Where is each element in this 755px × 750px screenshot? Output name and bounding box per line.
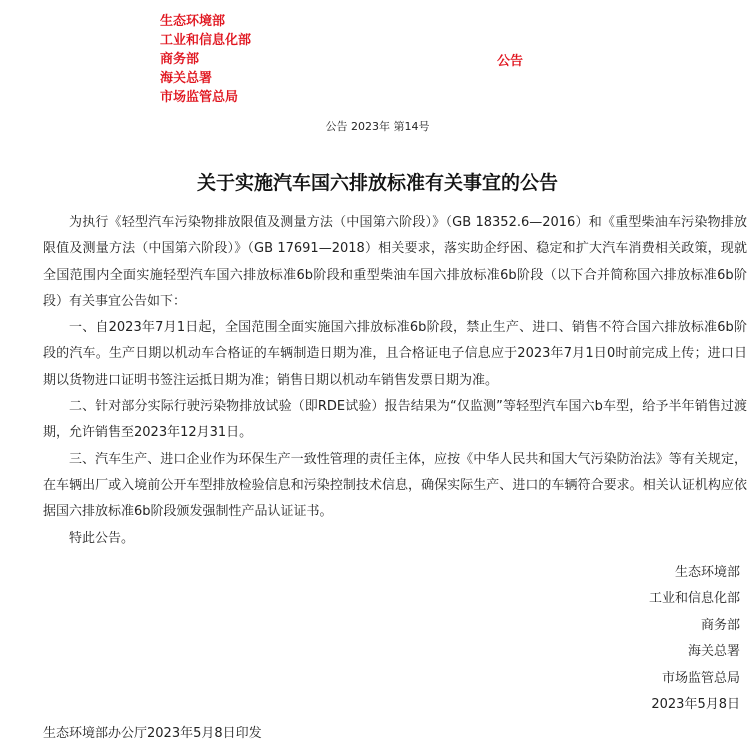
paragraph: 一、自2023年7月1日起，全国范围全面实施国六排放标准6b阶段，禁止生产、进口、销售不符合国六排放标准6b阶段的汽车。生产日期以机动车合格证的车辆制造日期为准，且合格证电子信息应于2023年7月1日0时前完成上传；进口日期以货物进口证明书签注运抵日期为准；销售日期以机动车销售发票日期为准。 [43,320,747,388]
signature: 海关总署 [687,644,740,660]
document-body [43,210,747,552]
document-type: 公告 [497,54,524,69]
issuer: 工业和信息化部 [160,33,252,48]
issuer: 商务部 [160,52,200,67]
signature: 工业和信息化部 [648,591,740,607]
paragraph: 三、汽车生产、进口企业作为环保生产一致性管理的责任主体，应按《中华人民共和国大气污染防治法》等有关规定，在车辆出厂或入境前公开车型排放检验信息和污染控制技术信息，确保实际生产、进口的车辆符合要求。相关认证机构应依据国六排放标准6b阶段颁发强制性产品认证证书。 [43,451,747,520]
signature-block [649,560,740,718]
document-number: 公告 2023年 第14号 [325,120,430,133]
document-title: 关于实施汽车国六排放标准有关事宜的公告 [196,172,558,194]
signature: 商务部 [700,617,740,633]
paragraph: 为执行《轻型汽车污染物排放限值及测量方法（中国第六阶段）》（GB 18352.6—2016）和《重型柴油车污染物排放限值及测量方法（中国第六阶段）》（GB 17691—2018）相关要求，落实助企纾困、稳定和扩大汽车消费相关政策，现就全国范围内全面实施轻型汽车国六排放标准6b阶段和重型柴油车国六排放标准6b阶段（以下合并简称国六排放标准6b阶段）有关事宜公告如下： [43,215,747,309]
paragraph: 特此公告。 [69,530,135,546]
issuer: 市场监管总局 [160,90,239,105]
signature: 生态环境部 [674,565,740,580]
issuer: 生态环境部 [160,14,226,29]
signature: 市场监管总局 [661,670,740,686]
issuer: 海关总署 [160,71,213,86]
paragraph: 二、针对部分实际行驶污染物排放试验（即RDE试验）报告结果为“仅监测”等轻型汽车国六b车型，给予半年销售过渡期，允许销售至2023年12月31日。 [43,399,747,441]
signature-date: 2023年5月8日 [651,697,740,713]
issuing-agencies [160,12,251,107]
print-note: 生态环境部办公厅2023年5月8日印发 [43,726,262,741]
